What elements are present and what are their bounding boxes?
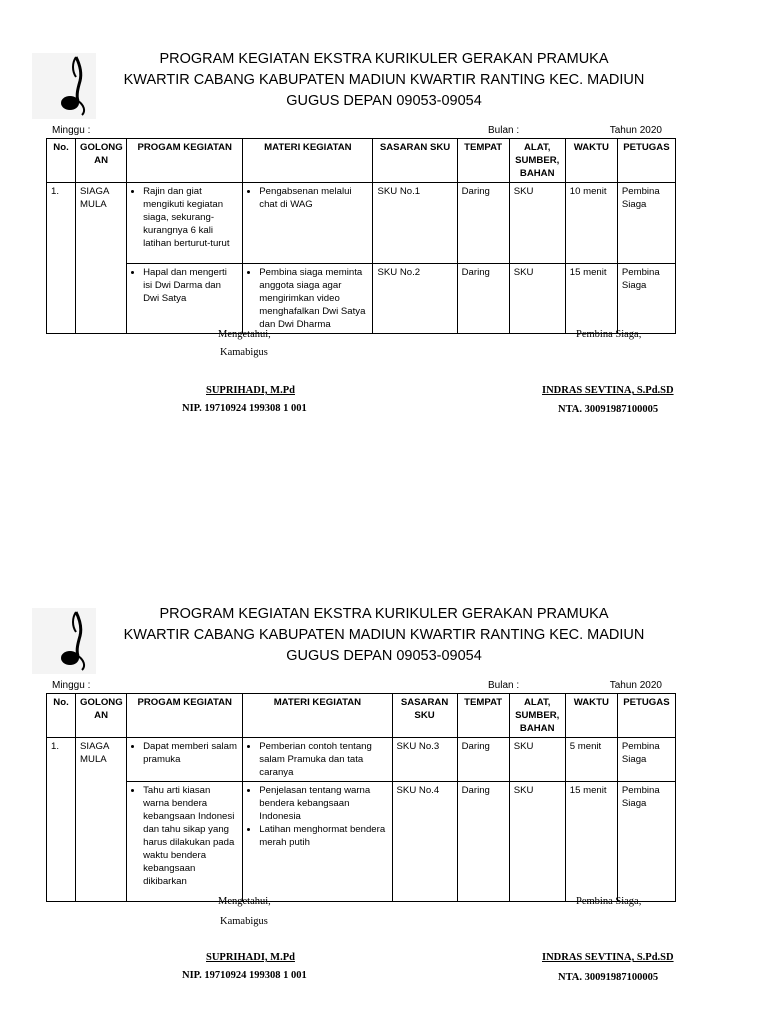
col-header: WAKTU — [565, 139, 617, 183]
minggu-label: Minggu : — [52, 680, 91, 691]
mengetahui-label: Mengetahui, — [218, 896, 271, 907]
list-item: • Latihan menghormat bendera merah putih — [259, 823, 387, 849]
col-header: SASARAN SKU — [392, 694, 457, 738]
header-line-3: GUGUS DEPAN 09053-09054 — [286, 93, 482, 109]
program-table — [46, 693, 676, 902]
sku-cell: SKU No.3 — [392, 738, 457, 782]
document-header — [100, 49, 668, 112]
col-header: PETUGAS — [617, 139, 675, 183]
kamabigus-nip: NIP. 19710924 199308 1 001 — [182, 403, 307, 414]
bulan-label: Bulan : — [488, 680, 520, 691]
golongan-cell: SIAGA MULA — [76, 738, 127, 902]
list-item: • Tahu arti kiasan warna bendera kebangsaan Indonesi dan tahu sikap yang harus dilakukan pada waktu bendera kebangsaan dikibarkan — [143, 784, 238, 888]
no-cell: 1. — [47, 183, 76, 334]
list-item: • Pembina siaga meminta anggota siaga agar mengirimkan video menghafalkan Dwi Satya dan Dwi Dharma — [259, 266, 368, 331]
meta-row — [52, 680, 668, 693]
kamabigus-name: SUPRIHADI, M.Pd — [206, 385, 295, 396]
sku-cell: SKU No.1 — [373, 183, 457, 264]
table-header-row — [47, 694, 676, 738]
alat-cell: SKU — [509, 782, 565, 902]
tahun-label: Tahun 2020 — [609, 125, 662, 136]
program-table — [46, 138, 676, 334]
list-item: • Penjelasan tentang warna bendera kebangsaan Indonesia — [259, 784, 387, 823]
pembina-nta: NTA. 30091987100005 — [558, 972, 659, 983]
header-line-2: KWARTIR CABANG KABUPATEN MADIUN KWARTIR RANTING KEC. MADIUN — [123, 627, 645, 643]
minggu-label: Minggu : — [52, 125, 91, 136]
col-header: MATERI KEGIATAN — [243, 694, 392, 738]
mengetahui-label: Mengetahui, — [218, 329, 271, 340]
program-cell — [127, 782, 243, 902]
materi-cell — [243, 264, 373, 334]
header-line-1: PROGRAM KEGIATAN EKSTRA KURIKULER GERAKAN PRAMUKA — [159, 606, 609, 622]
header-line-3: GUGUS DEPAN 09053-09054 — [286, 648, 482, 664]
petugas-cell: Pembina Siaga — [617, 183, 675, 264]
kamabigus-label: Kamabigus — [220, 347, 268, 358]
waktu-cell: 15 menit — [565, 264, 617, 334]
petugas-cell: Pembina Siaga — [617, 738, 675, 782]
sku-cell: SKU No.2 — [373, 264, 457, 334]
col-header: No. — [47, 139, 76, 183]
col-header: TEMPAT — [457, 694, 509, 738]
tempat-cell: Daring — [457, 738, 509, 782]
program-cell — [127, 264, 243, 334]
pembina-title: Pembina Siaga, — [576, 329, 642, 340]
program-cell — [127, 738, 243, 782]
kamabigus-name: SUPRIHADI, M.Pd — [206, 952, 295, 963]
sku-cell: SKU No.4 — [392, 782, 457, 902]
materi-cell — [243, 738, 392, 782]
golongan-cell: SIAGA MULA — [76, 183, 127, 334]
table-header-row — [47, 139, 676, 183]
table-row — [47, 183, 676, 264]
materi-cell — [243, 782, 392, 902]
header-line-2: KWARTIR CABANG KABUPATEN MADIUN KWARTIR RANTING KEC. MADIUN — [123, 72, 645, 88]
list-item: • Hapal dan mengerti isi Dwi Darma dan Dwi Satya — [143, 266, 238, 305]
list-item: • Pemberian contoh tentang salam Pramuka dan tata caranya — [259, 740, 387, 779]
waktu-cell: 5 menit — [565, 738, 617, 782]
col-header: GOLONG AN — [76, 139, 127, 183]
col-header: GOLONG AN — [76, 694, 127, 738]
meta-row — [52, 125, 668, 138]
pembina-nta: NTA. 30091987100005 — [558, 404, 659, 415]
program-cell — [127, 183, 243, 264]
pembina-name: INDRAS SEVTINA, S.Pd.SD — [542, 952, 674, 963]
col-header: PETUGAS — [617, 694, 675, 738]
tunas-kelapa-logo-icon — [32, 53, 96, 119]
kamabigus-nip: NIP. 19710924 199308 1 001 — [182, 970, 307, 981]
alat-cell: SKU — [509, 738, 565, 782]
tempat-cell: Daring — [457, 782, 509, 902]
alat-cell: SKU — [509, 183, 565, 264]
col-header: SASARAN SKU — [373, 139, 457, 183]
waktu-cell: 10 menit — [565, 183, 617, 264]
col-header: ALAT, SUMBER, BAHAN — [509, 694, 565, 738]
table-row — [47, 738, 676, 782]
col-header: No. — [47, 694, 76, 738]
col-header: WAKTU — [565, 694, 617, 738]
col-header: PROGAM KEGIATAN — [127, 694, 243, 738]
tunas-kelapa-logo-icon — [32, 608, 96, 674]
petugas-cell: Pembina Siaga — [617, 264, 675, 334]
no-cell: 1. — [47, 738, 76, 902]
table-row — [47, 264, 676, 334]
kamabigus-label: Kamabigus — [220, 916, 268, 927]
col-header: PROGAM KEGIATAN — [127, 139, 243, 183]
document-header — [100, 604, 668, 667]
header-line-1: PROGRAM KEGIATAN EKSTRA KURIKULER GERAKAN PRAMUKA — [159, 51, 609, 67]
col-header: TEMPAT — [457, 139, 509, 183]
list-item: • Pengabsenan melalui chat di WAG — [259, 185, 368, 211]
tempat-cell: Daring — [457, 183, 509, 264]
bulan-label: Bulan : — [488, 125, 520, 136]
tempat-cell: Daring — [457, 264, 509, 334]
waktu-cell: 15 menit — [565, 782, 617, 902]
alat-cell: SKU — [509, 264, 565, 334]
table-row — [47, 782, 676, 902]
pembina-name: INDRAS SEVTINA, S.Pd.SD — [542, 385, 674, 396]
list-item: • Dapat memberi salam pramuka — [143, 740, 238, 766]
col-header: MATERI KEGIATAN — [243, 139, 373, 183]
pembina-title: Pembina Siaga, — [576, 896, 642, 907]
list-item: • Rajin dan giat mengikuti kegiatan siaga, sekurang-kurangnya 6 kali latihan berturut-turut — [143, 185, 238, 250]
materi-cell — [243, 183, 373, 264]
petugas-cell: Pembina Siaga — [617, 782, 675, 902]
col-header: ALAT, SUMBER, BAHAN — [509, 139, 565, 183]
tahun-label: Tahun 2020 — [609, 680, 662, 691]
